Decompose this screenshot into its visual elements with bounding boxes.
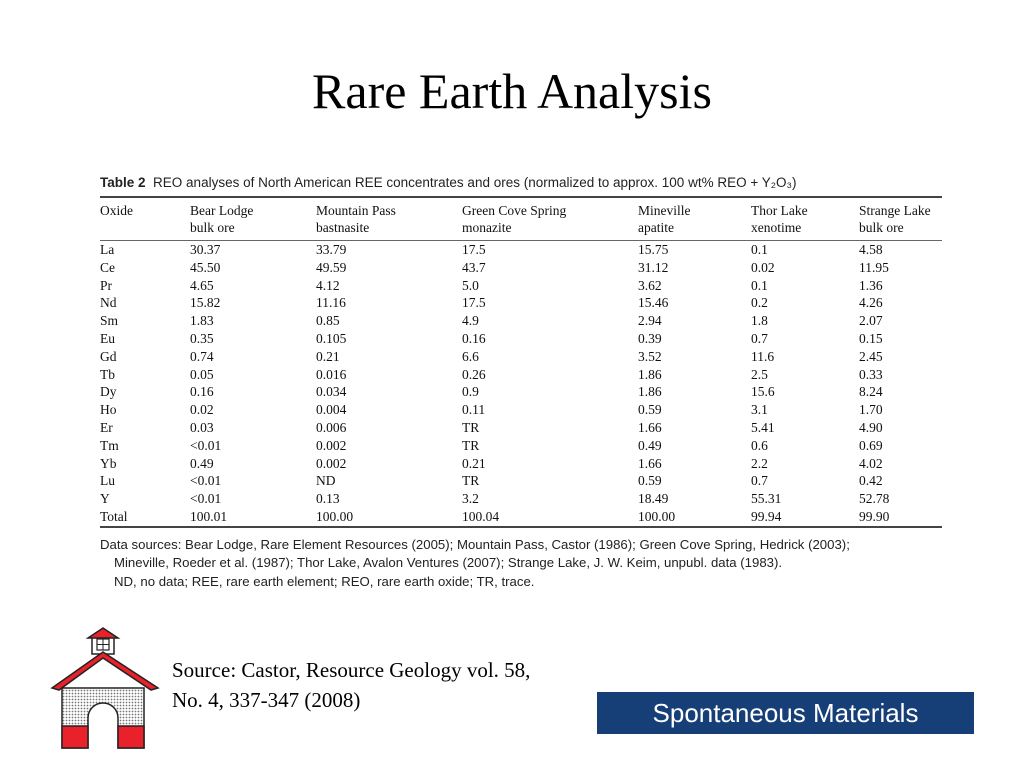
table-row bbox=[100, 419, 942, 437]
oxide-cell: Eu bbox=[100, 330, 115, 346]
table-row bbox=[100, 490, 942, 508]
table-row bbox=[100, 455, 942, 473]
value-cell: 15.82 bbox=[190, 295, 221, 311]
value-cell: 0.002 bbox=[316, 455, 347, 471]
value-cell: 0.6 bbox=[751, 437, 768, 453]
column-header-line-1: Strange Lake bbox=[859, 203, 931, 218]
value-cell: TR bbox=[462, 473, 480, 489]
table-row bbox=[100, 366, 942, 384]
value-cell: 31.12 bbox=[638, 259, 669, 275]
value-cell: 0.16 bbox=[462, 330, 486, 346]
table-row bbox=[100, 330, 942, 348]
value-cell: 0.42 bbox=[859, 473, 883, 489]
value-cell: 1.70 bbox=[859, 402, 883, 418]
table-row bbox=[100, 437, 942, 455]
value-cell: 0.35 bbox=[190, 330, 214, 346]
column-header bbox=[100, 198, 190, 241]
value-cell: 55.31 bbox=[751, 491, 782, 507]
slide-title: Rare Earth Analysis bbox=[312, 63, 712, 119]
value-cell: 2.94 bbox=[638, 313, 662, 329]
value-cell: 4.58 bbox=[859, 242, 883, 257]
value-cell: 5.41 bbox=[751, 419, 775, 435]
column-header-line-2: bulk ore bbox=[859, 220, 904, 235]
oxide-cell: Pr bbox=[100, 277, 113, 293]
oxide-cell: Lu bbox=[100, 473, 115, 489]
value-cell: <0.01 bbox=[190, 473, 222, 489]
column-header-line-2: monazite bbox=[462, 220, 512, 235]
value-cell: 1.36 bbox=[859, 277, 883, 293]
table-notes-line-3: ND, no data; REE, rare earth element; REO, rare earth oxide; TR, trace. bbox=[114, 573, 535, 589]
value-cell: 2.45 bbox=[859, 348, 883, 364]
value-cell: 0.16 bbox=[190, 384, 214, 400]
value-cell: 0.002 bbox=[316, 437, 347, 453]
value-cell: 3.62 bbox=[638, 277, 662, 293]
value-cell: 15.6 bbox=[751, 384, 775, 400]
oxide-cell: La bbox=[100, 242, 115, 257]
table-row bbox=[100, 383, 942, 401]
table-row bbox=[100, 401, 942, 419]
value-cell: 2.07 bbox=[859, 313, 883, 329]
value-cell: 8.24 bbox=[859, 384, 883, 400]
table-caption-label: Table 2 bbox=[100, 175, 146, 190]
column-header-line-1: Green Cove Spring bbox=[462, 203, 567, 218]
value-cell: 0.74 bbox=[190, 348, 214, 364]
table-row bbox=[100, 241, 942, 259]
column-header bbox=[751, 198, 859, 241]
value-cell: 0.016 bbox=[316, 366, 347, 382]
value-cell: 0.7 bbox=[751, 330, 768, 346]
value-cell: ND bbox=[316, 473, 336, 489]
column-header-line-2: apatite bbox=[638, 220, 674, 235]
value-cell: 1.66 bbox=[638, 419, 662, 435]
value-cell: 100.00 bbox=[638, 508, 676, 524]
oxide-cell: Tb bbox=[100, 366, 115, 382]
source-citation bbox=[172, 655, 530, 715]
value-cell: 0.034 bbox=[316, 384, 347, 400]
value-cell: 0.59 bbox=[638, 402, 662, 418]
table-row bbox=[100, 294, 942, 312]
value-cell: 6.6 bbox=[462, 348, 479, 364]
column-header-line-1: Mineville bbox=[638, 203, 691, 218]
value-cell: 0.02 bbox=[751, 259, 775, 275]
value-cell: 0.59 bbox=[638, 473, 662, 489]
value-cell: 49.59 bbox=[316, 259, 347, 275]
value-cell: <0.01 bbox=[190, 491, 222, 507]
column-header bbox=[859, 198, 942, 241]
value-cell: 30.37 bbox=[190, 242, 221, 257]
value-cell: 0.26 bbox=[462, 366, 486, 382]
value-cell: 33.79 bbox=[316, 242, 347, 257]
value-cell: 0.2 bbox=[751, 295, 768, 311]
value-cell: 0.9 bbox=[462, 384, 479, 400]
value-cell: 0.33 bbox=[859, 366, 883, 382]
value-cell: 0.1 bbox=[751, 277, 768, 293]
value-cell: 5.0 bbox=[462, 277, 479, 293]
value-cell: 17.5 bbox=[462, 242, 486, 257]
reo-table-figure bbox=[100, 175, 942, 591]
value-cell: 4.26 bbox=[859, 295, 883, 311]
value-cell: 2.5 bbox=[751, 366, 768, 382]
oxide-cell: Sm bbox=[100, 313, 119, 329]
table-notes-line-2: Mineville, Roeder et al. (1987); Thor Lake, Avalon Ventures (2007); Strange Lake, J. W. Keim, unpubl. data (1983). bbox=[114, 555, 783, 571]
value-cell: 3.2 bbox=[462, 491, 479, 507]
value-cell: 100.01 bbox=[190, 508, 228, 524]
value-cell: 0.02 bbox=[190, 402, 214, 418]
value-cell: 1.86 bbox=[638, 366, 662, 382]
value-cell: 2.2 bbox=[751, 455, 768, 471]
column-header bbox=[190, 198, 316, 241]
oxide-cell: Er bbox=[100, 419, 113, 435]
value-cell: 4.9 bbox=[462, 313, 479, 329]
value-cell: TR bbox=[462, 437, 480, 453]
oxide-cell: Yb bbox=[100, 455, 117, 471]
value-cell: 1.66 bbox=[638, 455, 662, 471]
oxide-cell: Ho bbox=[100, 402, 117, 418]
value-cell: 1.8 bbox=[751, 313, 768, 329]
table-row bbox=[100, 277, 942, 295]
value-cell: 0.004 bbox=[316, 402, 347, 418]
value-cell: 99.90 bbox=[859, 508, 890, 524]
column-header bbox=[638, 198, 751, 241]
column-header-line-1: Thor Lake bbox=[751, 203, 808, 218]
column-header-line-1: Oxide bbox=[100, 203, 133, 218]
oxide-cell: Gd bbox=[100, 348, 117, 364]
value-cell: 99.94 bbox=[751, 508, 782, 524]
value-cell: 0.11 bbox=[462, 402, 486, 418]
value-cell: 0.49 bbox=[190, 455, 214, 471]
value-cell: 1.83 bbox=[190, 313, 214, 329]
value-cell: 45.50 bbox=[190, 259, 221, 275]
value-cell: 4.90 bbox=[859, 419, 883, 435]
oxide-cell: Dy bbox=[100, 384, 117, 400]
column-header bbox=[462, 198, 638, 241]
table-row bbox=[100, 259, 942, 277]
column-header-line-2: xenotime bbox=[751, 220, 802, 235]
reo-table bbox=[100, 198, 942, 526]
value-cell: 11.6 bbox=[751, 348, 775, 364]
table-notes bbox=[100, 536, 942, 592]
source-line-2: No. 4, 337-347 (2008) bbox=[172, 688, 361, 712]
value-cell: TR bbox=[462, 419, 480, 435]
value-cell: 3.1 bbox=[751, 402, 768, 418]
oxide-cell: Nd bbox=[100, 295, 117, 311]
table-header-row bbox=[100, 198, 942, 241]
table-bottom-rule bbox=[100, 526, 942, 528]
value-cell: 4.12 bbox=[316, 277, 340, 293]
value-cell: 0.1 bbox=[751, 242, 768, 257]
table-notes-line-1: Data sources: Bear Lodge, Rare Element Resources (2005); Mountain Pass, Castor (1986); Green Cove Spring, Hedrick (2003); bbox=[100, 536, 850, 552]
oxide-cell: Ce bbox=[100, 259, 115, 275]
value-cell: 17.5 bbox=[462, 295, 486, 311]
value-cell: 11.16 bbox=[316, 295, 346, 311]
value-cell: 0.006 bbox=[316, 419, 347, 435]
value-cell: 100.00 bbox=[316, 508, 354, 524]
value-cell: 4.65 bbox=[190, 277, 214, 293]
value-cell: 4.02 bbox=[859, 455, 883, 471]
value-cell: 3.52 bbox=[638, 348, 662, 364]
brand-banner: Spontaneous Materials bbox=[597, 692, 974, 734]
value-cell: 0.105 bbox=[316, 330, 347, 346]
table-row bbox=[100, 508, 942, 526]
value-cell: 1.86 bbox=[638, 384, 662, 400]
value-cell: 0.49 bbox=[638, 437, 662, 453]
value-cell: 52.78 bbox=[859, 491, 890, 507]
value-cell: 0.85 bbox=[316, 313, 340, 329]
column-header-line-1: Bear Lodge bbox=[190, 203, 254, 218]
value-cell: 0.39 bbox=[638, 330, 662, 346]
table-row bbox=[100, 312, 942, 330]
table-caption-text: REO analyses of North American REE concentrates and ores (normalized to approx. 100 wt% REO + Y₂O₃) bbox=[153, 175, 797, 190]
value-cell: 11.95 bbox=[859, 259, 889, 275]
source-line-1: Source: Castor, Resource Geology vol. 58, bbox=[172, 658, 531, 682]
value-cell: 0.7 bbox=[751, 473, 768, 489]
value-cell: 0.13 bbox=[316, 491, 340, 507]
value-cell: <0.01 bbox=[190, 437, 222, 453]
oxide-cell: Total bbox=[100, 508, 128, 524]
oxide-cell: Y bbox=[100, 491, 110, 507]
value-cell: 0.15 bbox=[859, 330, 883, 346]
value-cell: 0.03 bbox=[190, 419, 214, 435]
column-header-line-2: bulk ore bbox=[190, 220, 235, 235]
value-cell: 18.49 bbox=[638, 491, 669, 507]
value-cell: 43.7 bbox=[462, 259, 486, 275]
column-header-line-1: Mountain Pass bbox=[316, 203, 396, 218]
value-cell: 15.75 bbox=[638, 242, 669, 257]
value-cell: 0.21 bbox=[316, 348, 340, 364]
value-cell: 0.05 bbox=[190, 366, 214, 382]
column-header-line-2: bastnasite bbox=[316, 220, 370, 235]
value-cell: 0.21 bbox=[462, 455, 486, 471]
value-cell: 15.46 bbox=[638, 295, 669, 311]
column-header bbox=[316, 198, 462, 241]
schoolhouse-magnet-logo-icon bbox=[50, 626, 160, 751]
table-row bbox=[100, 472, 942, 490]
table-caption bbox=[100, 175, 942, 190]
oxide-cell: Tm bbox=[100, 437, 119, 453]
table-row bbox=[100, 348, 942, 366]
value-cell: 0.69 bbox=[859, 437, 883, 453]
value-cell: 100.04 bbox=[462, 508, 500, 524]
